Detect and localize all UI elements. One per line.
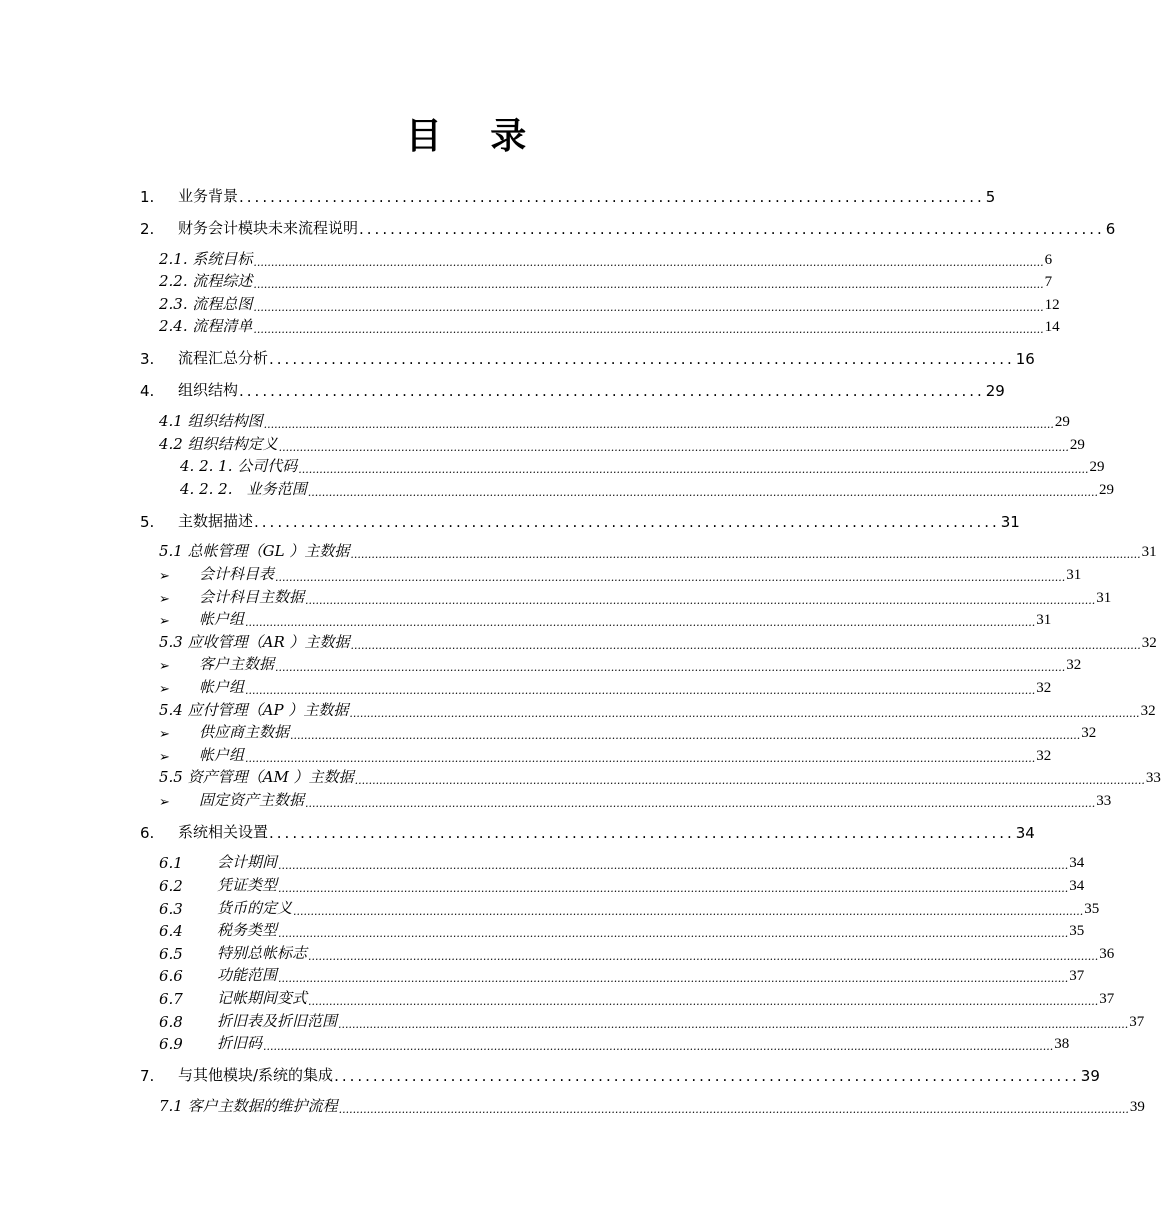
dot-leader: .................................................................................................................................................................................................................................. xyxy=(305,593,1096,607)
dot-leader: .................................................................................................................................................................................................................................. xyxy=(307,485,1099,499)
toc-entry[interactable] xyxy=(140,291,1060,314)
toc-number: 5. xyxy=(140,512,155,531)
toc-number: 6. xyxy=(140,823,155,842)
toc-entry[interactable] xyxy=(140,584,1112,607)
dot-leader: .................................................................................................................................................................................................................................. xyxy=(278,440,1069,454)
toc-page-number: 32 xyxy=(1036,747,1052,764)
toc-page-number: 31 xyxy=(1000,512,1020,531)
dot-leader: .................................................................................................................................................................................................................................. xyxy=(253,255,1044,269)
toc-label: 客户主数据 xyxy=(199,655,275,674)
toc-entry[interactable] xyxy=(140,674,1052,697)
toc-label: 4.2 组织结构定义 xyxy=(159,434,278,453)
toc-label: 凭证类型 xyxy=(217,876,278,895)
toc-entry[interactable] xyxy=(140,787,1112,810)
page-title: 目 录 xyxy=(405,115,545,157)
toc-entry[interactable] xyxy=(140,1031,1070,1054)
toc-page-number: 32 xyxy=(1066,657,1082,674)
dot-leader: .................................................................................................................................................................................................................................. xyxy=(253,278,1044,292)
toc-page-number: 39 xyxy=(1129,1098,1145,1115)
toc-number: 1. xyxy=(140,188,155,206)
dot-leader: .................................................................................................................................................................................................................................. xyxy=(278,882,1069,896)
toc-number: 4. xyxy=(140,382,155,401)
toc-page-number: 14 xyxy=(1044,319,1060,336)
toc-page-number: 34 xyxy=(1069,855,1085,872)
toc-page-number: 29 xyxy=(1089,459,1105,476)
toc-entry[interactable] xyxy=(140,246,1053,269)
toc-entry[interactable] xyxy=(140,652,1082,675)
toc-number: 6.9 xyxy=(159,1035,183,1054)
toc-entry[interactable] xyxy=(140,607,1052,630)
toc-label: 记帐期间变式 xyxy=(217,989,308,1008)
dot-leader: .................................................................................................................................................................................................................................. xyxy=(253,323,1044,337)
toc-entry[interactable] xyxy=(140,985,1115,1009)
toc-page-number: 37 xyxy=(1099,991,1115,1008)
dot-leader: ................................................................................................ xyxy=(269,350,1015,369)
toc-page-number: 35 xyxy=(1084,900,1100,917)
toc-number: 2. xyxy=(140,220,155,238)
toc-label: 5.4 应付管理（AP ）主数据 xyxy=(159,700,349,719)
toc-page-number: 29 xyxy=(1069,436,1085,453)
toc-number: 3. xyxy=(140,350,155,369)
toc-entry[interactable] xyxy=(140,431,1085,454)
toc-entry[interactable] xyxy=(140,539,1157,562)
toc-label: 业务背景 xyxy=(178,187,239,205)
toc-page-number: 37 xyxy=(1069,968,1085,985)
toc-page-number: 36 xyxy=(1099,945,1115,962)
toc-number: 6.6 xyxy=(159,967,183,986)
toc-label: 会计期间 xyxy=(217,853,278,872)
toc-number: 6.4 xyxy=(159,922,183,941)
toc-entry[interactable] xyxy=(140,454,1105,477)
toc-number: 6.7 xyxy=(159,990,183,1009)
toc-page-number: 32 xyxy=(1141,634,1157,651)
arrow-bullet-icon: ➢ xyxy=(159,591,170,607)
toc-entry[interactable] xyxy=(140,561,1082,584)
toc-entry[interactable] xyxy=(140,940,1115,963)
toc-entry[interactable] xyxy=(140,850,1085,873)
toc-page-number: 31 xyxy=(1066,566,1082,583)
dot-leader: .................................................................................................................................................................................................................................. xyxy=(308,949,1099,963)
dot-leader: .................................................................................................................................................................................................................................. xyxy=(245,616,1036,630)
toc-entry[interactable] xyxy=(140,408,1070,431)
toc-page-number: 31 xyxy=(1036,612,1052,629)
toc-label: 税务类型 xyxy=(217,921,278,940)
toc-label: 主数据描述 xyxy=(178,511,254,530)
toc-page-number: 29 xyxy=(985,382,1005,401)
toc-label: 2.2. 流程综述 xyxy=(159,272,253,291)
toc-page-number: 29 xyxy=(1054,413,1070,430)
toc-number: 6.1 xyxy=(159,854,183,873)
arrow-bullet-icon: ➢ xyxy=(159,727,170,743)
toc-label: 4.1 组织结构图 xyxy=(159,411,263,430)
toc-page-number: 33 xyxy=(1145,770,1161,787)
dot-leader: ................................................................................................ xyxy=(254,512,1000,531)
toc-label: 4. 2. 1. 公司代码 xyxy=(180,457,298,476)
toc-page-number: 7 xyxy=(1044,274,1053,291)
toc-page-number: 32 xyxy=(1140,702,1156,719)
dot-leader: .................................................................................................................................................................................................................................. xyxy=(349,706,1140,720)
toc-page-number: 35 xyxy=(1069,923,1085,940)
arrow-bullet-icon: ➢ xyxy=(159,659,170,675)
toc-entry[interactable] xyxy=(140,629,1157,652)
toc-label: 帐户组 xyxy=(199,677,245,696)
toc-entry[interactable] xyxy=(140,344,1035,369)
toc-number: 6.5 xyxy=(159,944,183,963)
dot-leader: .................................................................................................................................................................................................................................. xyxy=(275,661,1066,675)
dot-leader: ................................................................................................ xyxy=(239,188,985,206)
toc-label: 4. 2. 2. 业务范围 xyxy=(180,479,307,498)
toc-entry[interactable] xyxy=(140,918,1085,941)
toc-entry[interactable] xyxy=(140,214,1116,238)
toc-label: 组织结构 xyxy=(178,381,239,400)
toc-page-number: 32 xyxy=(1036,679,1052,696)
toc-page-number: 34 xyxy=(1069,878,1085,895)
dot-leader: ................................................................................................ xyxy=(269,823,1015,842)
toc-entry[interactable] xyxy=(140,872,1085,896)
toc-label: 特别总帐标志 xyxy=(217,943,308,962)
toc-entry[interactable] xyxy=(140,1093,1145,1116)
toc-label: 与其他模块/系统的集成 xyxy=(178,1066,334,1085)
toc-number: 6.2 xyxy=(159,877,183,896)
toc-page-number: 29 xyxy=(1099,481,1115,498)
toc-page-number: 6 xyxy=(1105,220,1116,238)
toc-page-number: 33 xyxy=(1096,792,1112,809)
toc-page-number: 38 xyxy=(1054,1036,1070,1053)
toc-label: 7.1 客户主数据的维护流程 xyxy=(159,1096,338,1115)
dot-leader: .................................................................................................................................................................................................................................. xyxy=(290,729,1081,743)
arrow-bullet-icon: ➢ xyxy=(159,794,170,810)
toc-label: 流程汇总分析 xyxy=(178,349,269,368)
toc-entry[interactable] xyxy=(140,742,1052,765)
toc-page-number: 34 xyxy=(1015,823,1035,842)
dot-leader: .................................................................................................................................................................................................................................. xyxy=(278,859,1069,873)
toc-page-number: 16 xyxy=(1015,350,1035,369)
dot-leader: .................................................................................................................................................................................................................................. xyxy=(245,683,1036,697)
dot-leader: .................................................................................................................................................................................................................................. xyxy=(305,796,1096,810)
toc-label: 财务会计模块未来流程说明 xyxy=(178,219,359,237)
toc-label: 折旧码 xyxy=(217,1034,263,1053)
dot-leader: .................................................................................................................................................................................................................................. xyxy=(350,548,1141,562)
toc-entry[interactable] xyxy=(140,720,1097,743)
toc-entry[interactable] xyxy=(140,376,1005,401)
dot-leader: .................................................................................................................................................................................................................................. xyxy=(253,300,1044,314)
toc-entry[interactable] xyxy=(140,818,1035,842)
toc-page-number: 12 xyxy=(1044,296,1060,313)
toc-page-number: 39 xyxy=(1080,1067,1100,1086)
dot-leader: .................................................................................................................................................................................................................................. xyxy=(263,417,1054,431)
toc-label: 帐户组 xyxy=(199,745,245,764)
toc-label: 折旧表及折旧范围 xyxy=(217,1011,338,1030)
toc-label: 会计科目主数据 xyxy=(199,587,305,606)
arrow-bullet-icon: ➢ xyxy=(159,681,170,697)
dot-leader: ................................................................................................ xyxy=(239,382,985,401)
toc-entry[interactable] xyxy=(140,697,1156,720)
toc-page-number: 6 xyxy=(1044,251,1053,268)
toc-entry[interactable] xyxy=(140,269,1053,292)
toc-label: 货币的定义 xyxy=(217,898,293,917)
dot-leader: .................................................................................................................................................................................................................................. xyxy=(298,463,1089,477)
table-of-contents xyxy=(140,182,1161,1116)
toc-label: 5.5 资产管理（AM ）主数据 xyxy=(159,768,354,787)
dot-leader: .................................................................................................................................................................................................................................. xyxy=(338,1017,1129,1031)
toc-entry[interactable] xyxy=(140,1061,1100,1086)
dot-leader: .................................................................................................................................................................................................................................. xyxy=(308,995,1099,1009)
toc-label: 会计科目表 xyxy=(199,564,275,583)
toc-label: 5.1 总帐管理（GL ）主数据 xyxy=(159,542,350,561)
toc-entry[interactable] xyxy=(140,314,1060,337)
toc-label: 功能范围 xyxy=(217,966,278,985)
arrow-bullet-icon: ➢ xyxy=(159,749,170,765)
dot-leader: .................................................................................................................................................................................................................................. xyxy=(263,1040,1054,1054)
toc-entry[interactable] xyxy=(140,476,1115,499)
toc-entry[interactable] xyxy=(140,895,1100,918)
arrow-bullet-icon: ➢ xyxy=(159,568,170,584)
toc-page-number: 5 xyxy=(985,188,996,206)
toc-page-number: 31 xyxy=(1096,589,1112,606)
toc-label: 固定资产主数据 xyxy=(199,790,305,809)
dot-leader: ................................................................................................ xyxy=(359,220,1105,238)
dot-leader: .................................................................................................................................................................................................................................. xyxy=(245,751,1036,765)
toc-entry[interactable] xyxy=(140,963,1085,986)
dot-leader: .................................................................................................................................................................................................................................. xyxy=(293,904,1084,918)
dot-leader: .................................................................................................................................................................................................................................. xyxy=(278,927,1069,941)
dot-leader: .................................................................................................................................................................................................................................. xyxy=(275,570,1066,584)
toc-label: 5.3 应收管理（AR ）主数据 xyxy=(159,632,350,651)
toc-page-number: 32 xyxy=(1081,725,1097,742)
toc-entry[interactable] xyxy=(140,182,996,206)
dot-leader: ................................................................................................ xyxy=(334,1067,1080,1086)
toc-page-number: 31 xyxy=(1141,544,1157,561)
arrow-bullet-icon: ➢ xyxy=(159,614,170,630)
toc-entry[interactable] xyxy=(140,507,1020,531)
toc-number: 6.8 xyxy=(159,1012,183,1031)
toc-number: 6.3 xyxy=(159,899,183,918)
toc-entry[interactable] xyxy=(140,1008,1145,1031)
toc-label: 系统相关设置 xyxy=(178,822,269,841)
toc-page-number: 37 xyxy=(1129,1013,1145,1030)
dot-leader: .................................................................................................................................................................................................................................. xyxy=(354,774,1145,788)
dot-leader: .................................................................................................................................................................................................................................. xyxy=(278,972,1069,986)
dot-leader: .................................................................................................................................................................................................................................. xyxy=(350,638,1141,652)
toc-label: 供应商主数据 xyxy=(199,723,290,742)
toc-entry[interactable] xyxy=(140,765,1161,788)
toc-label: 2.4. 流程清单 xyxy=(159,317,253,336)
dot-leader: .................................................................................................................................................................................................................................. xyxy=(338,1102,1129,1116)
toc-label: 2.3. 流程总图 xyxy=(159,294,253,313)
toc-label: 2.1. 系统目标 xyxy=(159,249,253,268)
toc-label: 帐户组 xyxy=(199,610,245,629)
toc-number: 7. xyxy=(140,1067,155,1086)
